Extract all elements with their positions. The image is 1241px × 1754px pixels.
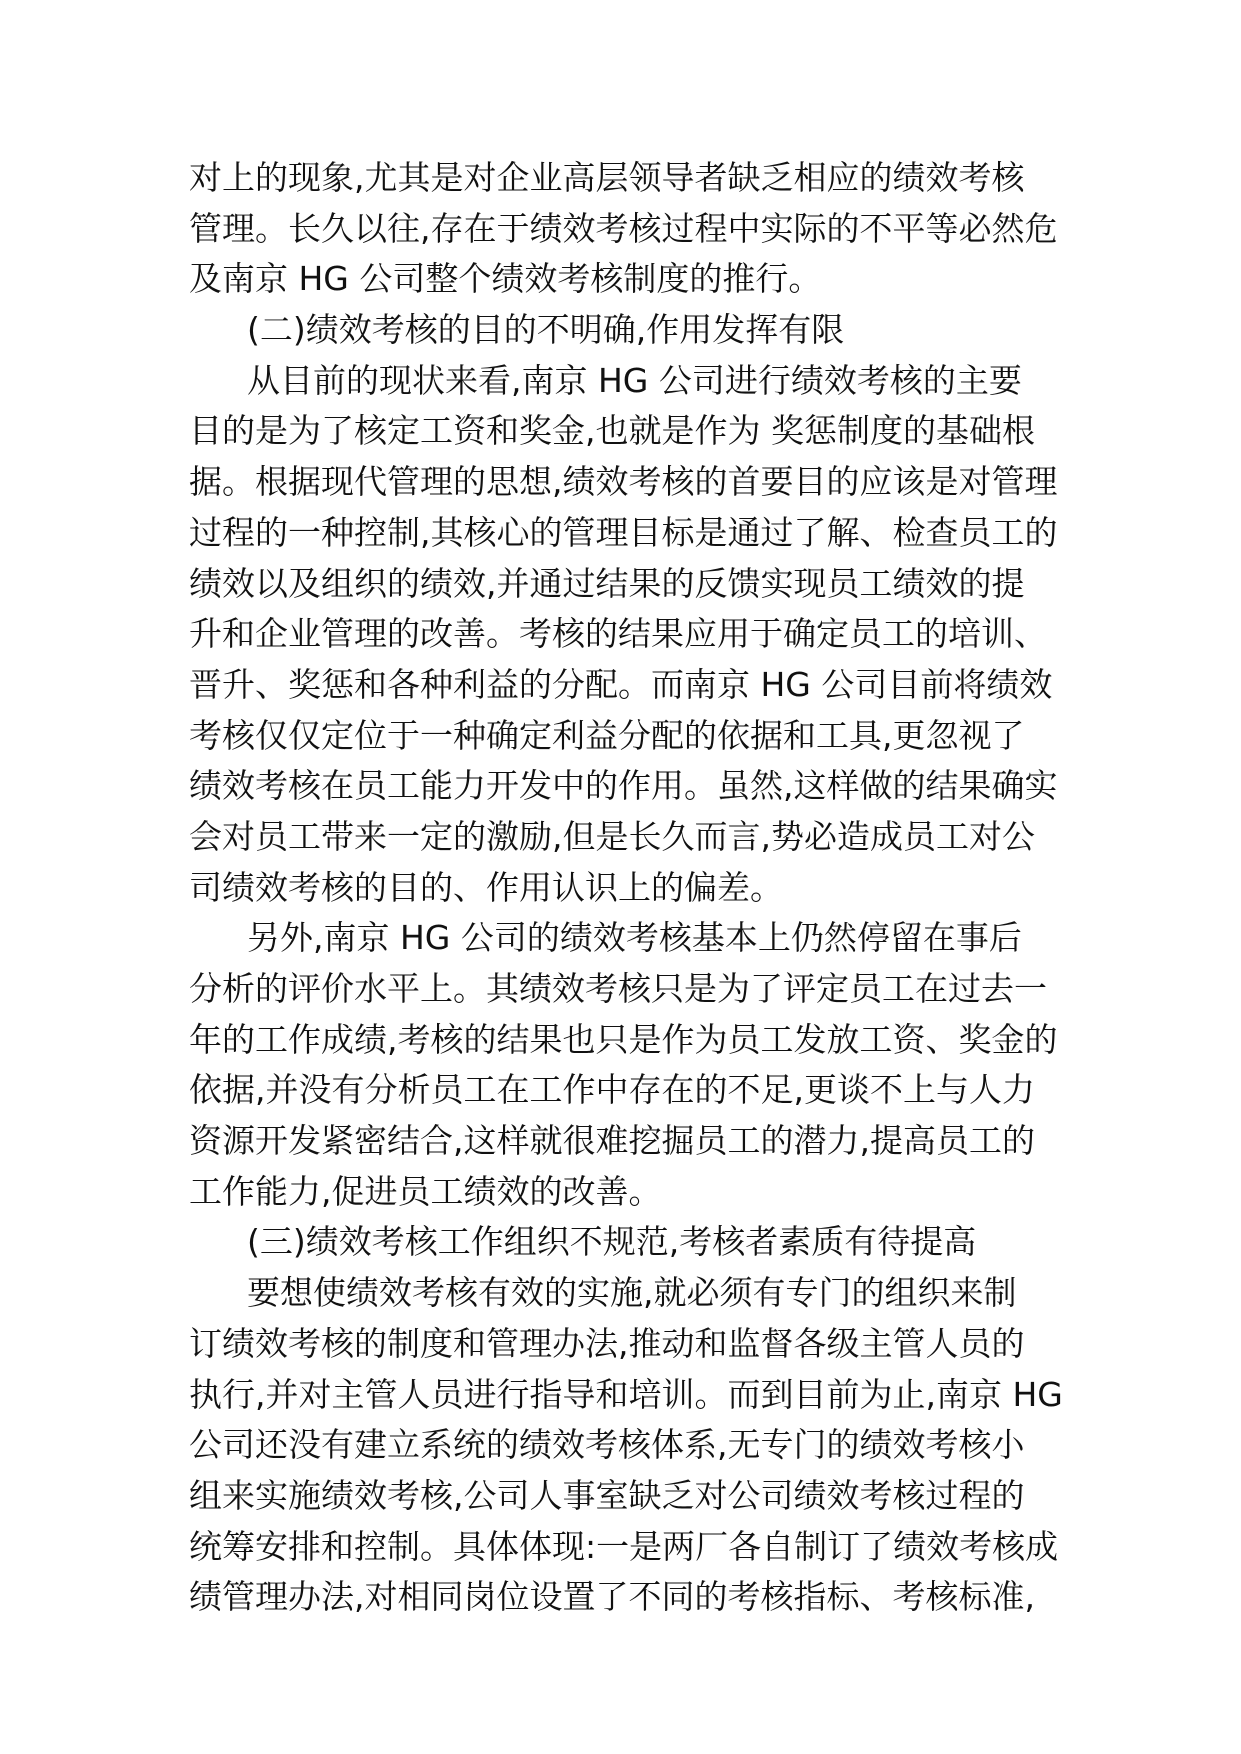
text-line: 依据,并没有分析员工在工作中存在的不足,更谈不上与人力 [189, 1070, 1035, 1110]
text-line: 据。根据现代管理的思想,绩效考核的首要目的应该是对管理 [189, 462, 1058, 502]
text-line: 年的工作成绩,考核的结果也只是作为员工发放工资、奖金的 [189, 1019, 1058, 1059]
body-text [189, 153, 1063, 1623]
text-line: 过程的一种控制,其核心的管理目标是通过了解、检查员工的 [189, 512, 1058, 552]
text-line: 考核仅仅定位于一种确定利益分配的依据和工具,更忽视了 [189, 715, 1025, 755]
text-line: 升和企业管理的改善。考核的结果应用于确定员工的培训、 [189, 614, 1047, 654]
text-line: 统筹安排和控制。具体体现:一是两厂各自制订了绩效考核成 [189, 1526, 1059, 1566]
text-line: 分析的评价水平上。其绩效考核只是为了评定员工在过去一 [189, 969, 1047, 1008]
text-line: 目的是为了核定工资和奖金,也就是作为 奖惩制度的基础根 [189, 411, 1035, 451]
section-heading: (三)绩效考核工作组织不规范,考核者素质有待提高 [247, 1222, 977, 1262]
text-line: 资源开发紧密结合,这样就很难挖掘员工的潜力,提高员工的 [189, 1121, 1035, 1161]
text-line: 组来实施绩效考核,公司人事室缺乏对公司绩效考核过程的 [189, 1475, 1025, 1515]
text-line: 及南京 HG 公司整个绩效考核制度的推行。 [189, 259, 822, 299]
text-line: 从目前的现状来看,南京 HG 公司进行绩效考核的主要 [247, 360, 1022, 400]
text-line: 司绩效考核的目的、作用认识上的偏差。 [189, 867, 783, 907]
text-line: 要想使绩效考核有效的实施,就必须有专门的组织来制 [247, 1273, 1017, 1313]
text-line: 订绩效考核的制度和管理办法,推动和监督各级主管人员的 [189, 1323, 1025, 1363]
text-line: 另外,南京 HG 公司的绩效考核基本上仍然停留在事后 [247, 918, 1022, 958]
text-line: 晋升、奖惩和各种利益的分配。而南京 HG 公司目前将绩效 [189, 664, 1053, 704]
text-line: 公司还没有建立系统的绩效考核体系,无专门的绩效考核小 [189, 1425, 1025, 1465]
text-line: 工作能力,促进员工绩效的改善。 [189, 1171, 662, 1211]
text-line: 绩管理办法,对相同岗位设置了不同的考核指标、考核标准, [189, 1577, 1035, 1617]
section-heading: (二)绩效考核的目的不明确,作用发挥有限 [247, 310, 845, 350]
text-line: 管理。长久以往,存在于绩效考核过程中实际的不平等必然危 [189, 208, 1058, 248]
text-line: 绩效考核在员工能力开发中的作用。虽然,这样做的结果确实 [189, 766, 1058, 806]
text-line: 绩效以及组织的绩效,并通过结果的反馈实现员工绩效的提 [189, 563, 1025, 603]
text-line: 对上的现象,尤其是对企业高层领导者缺乏相应的绩效考核 [189, 158, 1025, 197]
text-line: 执行,并对主管人员进行指导和培训。而到目前为止,南京 HG [189, 1374, 1063, 1414]
text-line: 会对员工带来一定的激励,但是长久而言,势必造成员工对公 [189, 816, 1035, 856]
